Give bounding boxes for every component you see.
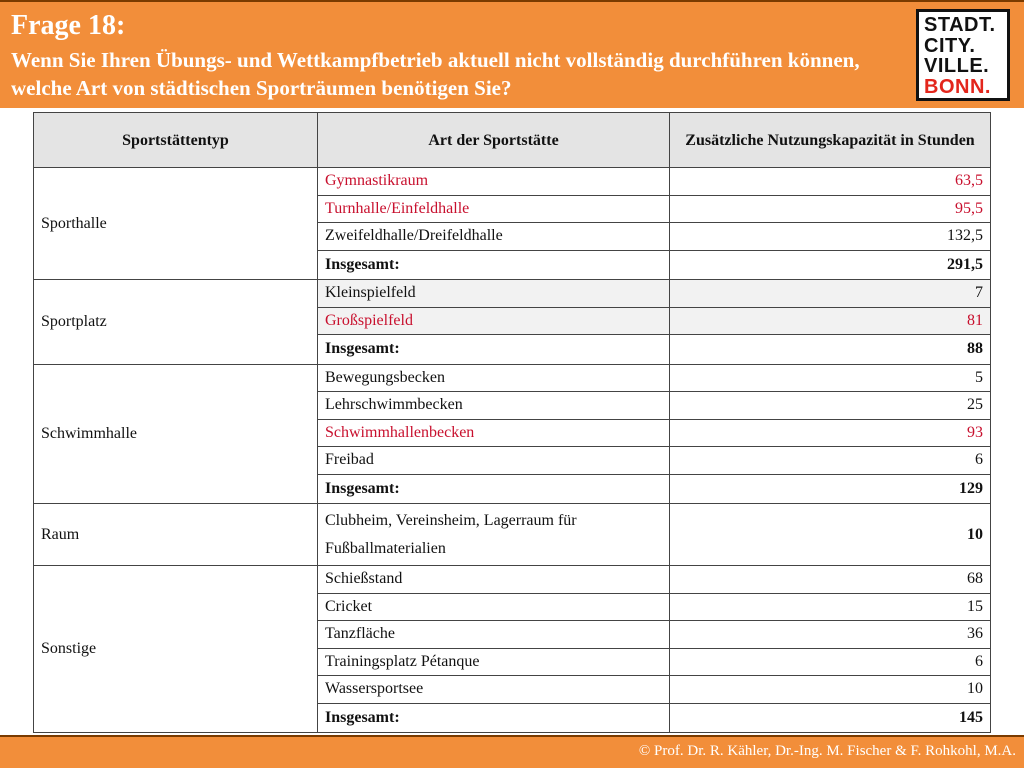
column-header-type: Sportstättentyp [34, 113, 318, 168]
art-der-sportstaette-cell: Tanzfläche [318, 621, 670, 649]
art-der-sportstaette-cell: Trainingsplatz Pétanque [318, 648, 670, 676]
capacity-value-cell: 95,5 [670, 195, 991, 223]
stadt-bonn-logo [916, 9, 1010, 101]
art-der-sportstaette-cell: Schießstand [318, 566, 670, 594]
art-der-sportstaette-cell: Freibad [318, 447, 670, 475]
capacity-value-cell: 68 [670, 566, 991, 594]
capacity-value-cell: 25 [670, 392, 991, 420]
capacity-value-cell: 132,5 [670, 223, 991, 251]
capacity-value-cell: 63,5 [670, 168, 991, 196]
art-der-sportstaette-cell: Großspielfeld [318, 307, 670, 335]
art-der-sportstaette-cell: Cricket [318, 593, 670, 621]
art-der-sportstaette-cell: Schwimmhallenbecken [318, 419, 670, 447]
art-der-sportstaette-cell: Gymnastikraum [318, 168, 670, 196]
logo-line: STADT. [924, 14, 996, 36]
table-row [34, 364, 991, 392]
art-der-sportstaette-cell: Bewegungsbecken [318, 364, 670, 392]
total-label: Insgesamt: [318, 335, 670, 365]
capacity-value-cell: 5 [670, 364, 991, 392]
slide-header [0, 0, 1024, 108]
capacity-value-cell: 15 [670, 593, 991, 621]
art-der-sportstaette-cell: Clubheim, Vereinsheim, Lagerraum für Fußballmaterialien [318, 504, 670, 566]
total-value: 145 [670, 703, 991, 733]
total-label: Insgesamt: [318, 250, 670, 280]
table-row [34, 168, 991, 196]
table-header-row [34, 113, 991, 168]
sportstaettentyp-cell: Sportplatz [34, 280, 318, 365]
column-header-art: Art der Sportstätte [318, 113, 670, 168]
capacity-value-cell: 6 [670, 648, 991, 676]
sportstaettentyp-cell: Sporthalle [34, 168, 318, 280]
total-value: 129 [670, 474, 991, 504]
art-der-sportstaette-cell: Lehrschwimmbecken [318, 392, 670, 420]
question-text: Wenn Sie Ihren Übungs- und Wettkampfbetrieb aktuell nicht vollständig durchführen können, welche Art von städtischen Sporträumen benötigen Sie? [11, 48, 860, 100]
capacity-value-cell: 7 [670, 280, 991, 308]
table-row [34, 280, 991, 308]
total-value: 291,5 [670, 250, 991, 280]
total-label: Insgesamt: [318, 474, 670, 504]
capacity-value-cell: 36 [670, 621, 991, 649]
total-value: 88 [670, 335, 991, 365]
art-der-sportstaette-cell: Turnhalle/Einfeldhalle [318, 195, 670, 223]
logo-line: VILLE. [924, 55, 990, 77]
capacity-value-cell: 93 [670, 419, 991, 447]
capacity-value-cell: 10 [670, 504, 991, 566]
capacity-value-cell: 10 [670, 676, 991, 704]
total-label: Insgesamt: [318, 703, 670, 733]
table-row [34, 504, 991, 566]
capacity-table [33, 112, 991, 733]
art-der-sportstaette-cell: Zweifeldhalle/Dreifeldhalle [318, 223, 670, 251]
table-row [34, 566, 991, 594]
copyright-text: © Prof. Dr. R. Kähler, Dr.-Ing. M. Fischer & F. Rohkohl, M.A. [638, 743, 1016, 759]
logo-line: CITY. [924, 34, 976, 57]
capacity-value-cell: 6 [670, 447, 991, 475]
slide-title: Frage 18: [11, 10, 126, 41]
logo-line-bonn: BONN. [924, 75, 991, 98]
column-header-capacity: Zusätzliche Nutzungskapazität in Stunden [670, 113, 991, 168]
capacity-value-cell: 81 [670, 307, 991, 335]
sportstaettentyp-cell: Sonstige [34, 566, 318, 733]
sportstaettentyp-cell: Raum [34, 504, 318, 566]
art-der-sportstaette-cell: Wassersportsee [318, 676, 670, 704]
sportstaettentyp-cell: Schwimmhalle [34, 364, 318, 504]
slide-footer [0, 735, 1024, 768]
table-body [34, 168, 991, 733]
art-der-sportstaette-cell: Kleinspielfeld [318, 280, 670, 308]
